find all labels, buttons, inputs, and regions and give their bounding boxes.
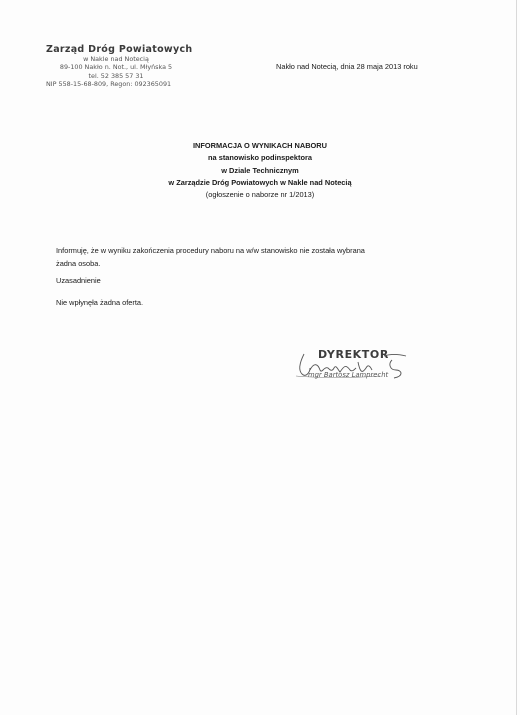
signature-title: DYREKTOR <box>318 348 389 361</box>
signature-block <box>296 348 436 388</box>
stamp-line-1: w Nakle nad Notecią <box>83 55 149 63</box>
title-heading: INFORMACJA O WYNIKACH NABORU <box>193 141 327 150</box>
handwritten-signature-icon <box>296 348 416 384</box>
page-edge <box>516 0 517 715</box>
stamp-nip-regon: NIP 558-15-68-809, Regon: 092365091 <box>46 80 172 89</box>
stamp-address: 89-100 Nakło n. Not., ul. Młyńska 5 <box>59 63 173 72</box>
body-paragraph-3: Nie wpłynęła żadna oferta. <box>56 298 144 307</box>
body-justification-label: Uzasadnienie <box>56 276 101 285</box>
title-department: w Dziale Technicznym <box>221 165 299 175</box>
body-paragraph-1 <box>56 244 456 270</box>
body-paragraph-1-line-2: żadna osoba. <box>56 259 101 268</box>
body-paragraph-1-line-1: Informuję, że w wyniku zakończenia procedury naboru na w/w stanowisko nie została wybrana <box>56 246 365 255</box>
title-position: na stanowisko podinspektora <box>208 153 312 163</box>
signature-name: mgr Bartosz Lamprecht <box>308 371 389 379</box>
stamp-org-name: Zarząd Dróg Powiatowych <box>46 44 193 55</box>
stamp-phone: tel. 52 385 57 31 <box>88 71 144 80</box>
title-institution: w Zarządzie Dróg Powiatowych w Nakle nad Notecią <box>168 177 352 187</box>
organization-stamp <box>46 44 193 89</box>
date-line: Nakło nad Notecią, dnia 28 maja 2013 roku <box>276 62 418 71</box>
title-announcement: (ogłoszenie o naborze nr 1/2013) <box>205 190 315 200</box>
title-block <box>100 140 420 201</box>
